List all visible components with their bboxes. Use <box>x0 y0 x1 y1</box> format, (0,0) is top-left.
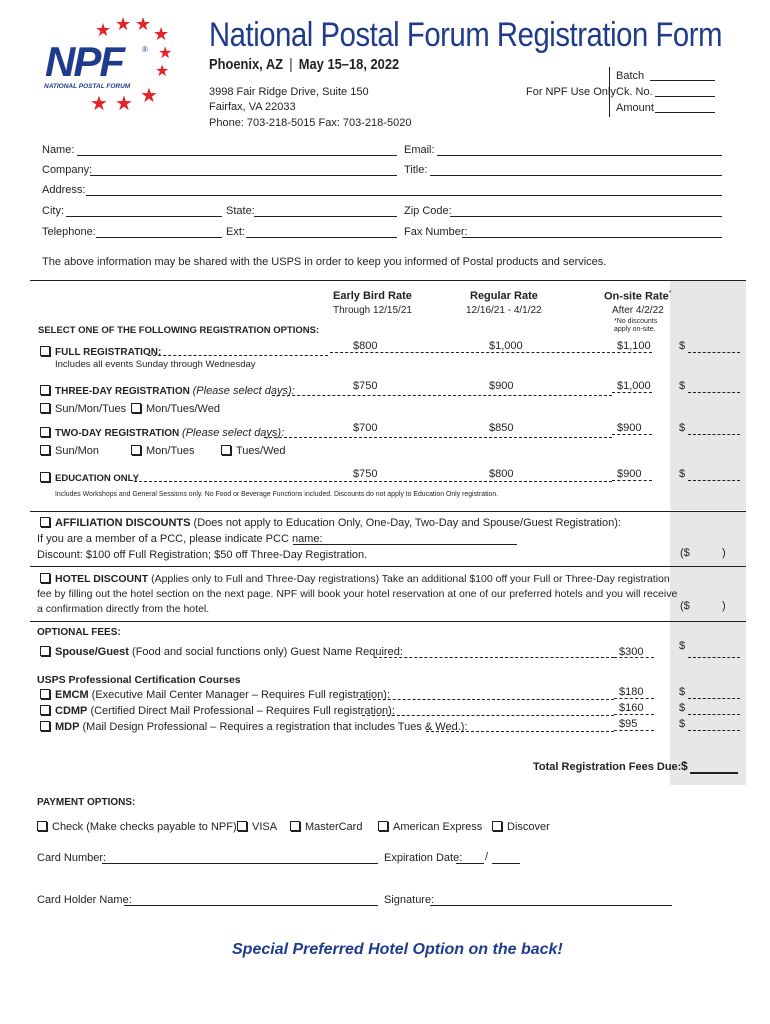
full-registration-label: FULL REGISTRATION: <box>55 347 162 358</box>
privacy-notice: The above information may be shared with the USPS in order to keep you informed of Postal products and services. <box>42 256 607 268</box>
office-use-box <box>609 67 723 117</box>
onsite-asterisk: * <box>668 290 672 297</box>
address-line2: Fairfax, VA 22033 <box>209 101 296 113</box>
leader-line <box>330 352 610 353</box>
zip-field[interactable] <box>450 216 722 217</box>
checkbox[interactable] <box>492 821 502 831</box>
spouse-guest-desc: (Food and social functions only) Guest Name Required: <box>132 646 403 658</box>
emcm-price: $180 <box>619 686 644 698</box>
mdp-desc: (Mail Design Professional – Requires a registration that includes Tues & Wed.): <box>82 721 468 733</box>
pcc-name-label: If you are a member of a PCC, please indicate PCC name: <box>37 533 323 545</box>
checkbox[interactable] <box>40 705 50 715</box>
office-use-label: For NPF Use Only <box>526 86 616 98</box>
leader-line <box>614 698 654 699</box>
event-location-date <box>209 56 399 73</box>
checkbox[interactable] <box>40 573 50 583</box>
mdp-option[interactable] <box>40 721 468 733</box>
leader-line <box>426 731 614 732</box>
expiration-slash: / <box>485 851 489 863</box>
leader-line <box>264 437 612 438</box>
affiliation-amount-open: ($ <box>680 547 690 559</box>
logo-registered: ® <box>142 45 148 54</box>
card-number-label: Card Number: <box>37 852 107 864</box>
total-fees-label: Total Registration Fees Due: <box>533 761 682 773</box>
star-icon: ★ <box>115 93 133 115</box>
emcm-amount-field[interactable] <box>688 698 740 699</box>
payment-visa-option[interactable] <box>237 821 277 833</box>
full-amount-dollar: $ <box>679 340 686 352</box>
hotel-line3: a confirmation directly from the hotel. <box>37 603 210 615</box>
address-line1: 3998 Fair Ridge Drive, Suite 150 <box>209 86 369 98</box>
day-option-label: Sun/Mon/Tues <box>55 403 127 415</box>
three-regular-price: $900 <box>489 380 514 392</box>
checkbox[interactable] <box>40 689 50 699</box>
affiliation-label: AFFILIATION DISCOUNTS <box>55 517 191 529</box>
edu-amount-field[interactable] <box>688 480 740 481</box>
three-day-mon-tues-wed[interactable] <box>131 403 220 415</box>
checkbox[interactable] <box>40 385 50 395</box>
cdmp-price: $160 <box>619 702 644 714</box>
checkbox[interactable] <box>221 445 231 455</box>
spouse-amount-dollar: $ <box>679 640 686 652</box>
email-label: Email: <box>404 144 435 156</box>
two-day-tues-wed[interactable] <box>221 445 286 457</box>
mdp-label: MDP <box>55 721 80 733</box>
fax-field[interactable] <box>462 237 722 238</box>
three-amount-dollar: $ <box>679 380 686 392</box>
address-label: Address: <box>42 184 86 196</box>
company-label: Company: <box>42 164 93 176</box>
pcc-name-field[interactable] <box>293 544 517 545</box>
signature-label: Signature: <box>384 894 435 906</box>
leader-line <box>612 352 652 353</box>
three-day-sun-mon-tues[interactable] <box>40 403 126 415</box>
check-no-field[interactable] <box>655 96 715 97</box>
star-icon: ★ <box>153 24 170 44</box>
leader-line <box>612 434 652 435</box>
edu-regular-price: $800 <box>489 468 514 480</box>
npf-logo <box>40 15 175 115</box>
hotel-amount-open: ($ <box>680 600 690 612</box>
education-only-option[interactable] <box>40 472 139 484</box>
early-bird-dates: Through 12/15/21 <box>333 305 412 316</box>
emcm-desc: (Executive Mail Center Manager – Requires Full registration): <box>91 689 391 701</box>
email-field[interactable] <box>437 155 722 156</box>
mdp-amount-dollar: $ <box>679 718 686 730</box>
three-early-price: $750 <box>353 380 378 392</box>
checkbox[interactable] <box>131 445 141 455</box>
fax-label: Fax Number: <box>404 226 468 238</box>
regular-dates: 12/16/21 - 4/1/22 <box>466 305 542 316</box>
star-icon: ★ <box>95 20 112 40</box>
day-option-label: Tues/Wed <box>236 445 286 457</box>
checkbox[interactable] <box>378 821 388 831</box>
page-title: National Postal Forum Registration Form <box>209 16 723 54</box>
payment-visa-label: VISA <box>252 821 278 833</box>
checkbox[interactable] <box>237 821 247 831</box>
three-day-label: THREE-DAY REGISTRATION <box>55 386 190 397</box>
star-icon: ★ <box>115 14 132 34</box>
card-holder-field[interactable] <box>124 905 378 906</box>
cdmp-amount-field[interactable] <box>688 714 740 715</box>
event-location: Phoenix, AZ <box>209 56 284 73</box>
full-amount-field[interactable] <box>688 352 740 353</box>
edu-early-price: $750 <box>353 468 378 480</box>
two-amount-dollar: $ <box>679 422 686 434</box>
emcm-label: EMCM <box>55 689 89 701</box>
three-day-hint: (Please select days): <box>192 385 295 397</box>
spouse-guest-label: Spouse/Guest <box>55 646 129 658</box>
two-day-sun-mon[interactable] <box>40 445 99 457</box>
logo-subtitle: NATIONAL POSTAL FORUM <box>44 83 131 90</box>
address-field[interactable] <box>86 195 722 196</box>
leader-line <box>614 730 654 731</box>
two-day-hint: (Please select days): <box>182 427 285 439</box>
education-only-label: EDUCATION ONLY <box>55 473 139 484</box>
hotel-line2: fee by filling out the hotel section on the next page. NPF will book your hotel reservation at one of our preferred hotels and you will receive <box>37 588 678 600</box>
payment-check-label: Check (Make checks payable to NPF) <box>52 821 237 833</box>
edu-onsite-price: $900 <box>617 468 642 480</box>
payment-mastercard-label: MasterCard <box>305 821 363 833</box>
total-fees-field[interactable] <box>690 772 738 774</box>
leader-line <box>272 395 612 396</box>
two-early-price: $700 <box>353 422 378 434</box>
signature-field[interactable] <box>430 905 672 906</box>
payment-discover-label: Discover <box>507 821 550 833</box>
event-dates: May 15–18, 2022 <box>298 56 400 73</box>
mdp-price: $95 <box>619 718 638 730</box>
guest-name-field[interactable] <box>374 657 614 658</box>
telephone-label: Telephone: <box>42 226 96 238</box>
expiration-year-field[interactable] <box>492 863 520 864</box>
amount-label: Amount <box>616 102 654 114</box>
payment-discover-option[interactable] <box>492 821 550 833</box>
leader-line <box>148 355 328 356</box>
checkbox[interactable] <box>40 403 50 413</box>
hotel-discount-option[interactable] <box>40 573 670 585</box>
check-no-label: Ck. No. <box>616 86 653 98</box>
checkbox[interactable] <box>40 445 50 455</box>
leader-line <box>358 699 614 700</box>
star-icon: ★ <box>135 14 152 34</box>
checkbox[interactable] <box>40 517 50 527</box>
card-holder-label: Card Holder Name: <box>37 894 132 906</box>
state-label: State: <box>226 205 255 217</box>
two-amount-field[interactable] <box>688 434 740 435</box>
cdmp-amount-dollar: $ <box>679 702 686 714</box>
two-day-option[interactable] <box>40 427 284 439</box>
cdmp-option[interactable] <box>40 705 395 717</box>
hotel-amount-close: ) <box>722 600 726 612</box>
two-day-label: TWO-DAY REGISTRATION <box>55 428 180 439</box>
options-heading: SELECT ONE OF THE FOLLOWING REGISTRATION OPTIONS: <box>38 325 320 336</box>
checkbox[interactable] <box>40 721 50 731</box>
cdmp-desc: (Certified Direct Mail Professional – Requires Full registration): <box>90 705 395 717</box>
affiliation-discount-desc: Discount: $100 off Full Registration; $50 off Three-Day Registration. <box>37 549 368 561</box>
payment-heading: PAYMENT OPTIONS: <box>37 797 136 808</box>
separator: | <box>289 56 293 73</box>
early-bird-header: Early Bird Rate <box>333 290 412 302</box>
expiration-month-field[interactable] <box>456 863 484 864</box>
phone-fax: Phone: 703-218-5015 Fax: 703-218-5020 <box>209 117 412 129</box>
star-icon: ★ <box>155 63 170 80</box>
checkbox[interactable] <box>40 346 50 356</box>
full-early-price: $800 <box>353 340 378 352</box>
checkbox[interactable] <box>37 821 47 831</box>
emcm-amount-dollar: $ <box>679 686 686 698</box>
checkbox[interactable] <box>290 821 300 831</box>
leader-line <box>612 392 652 393</box>
payment-amex-label: American Express <box>393 821 483 833</box>
cert-heading: USPS Professional Certification Courses <box>37 674 241 686</box>
onsite-note2: apply on-site. <box>614 326 656 333</box>
logo-text: NPF <box>45 38 123 85</box>
name-label: Name: <box>42 144 75 156</box>
regular-header: Regular Rate <box>470 290 538 302</box>
day-option-label: Sun/Mon <box>55 445 100 457</box>
state-field[interactable] <box>254 216 397 217</box>
checkbox[interactable] <box>131 403 141 413</box>
full-onsite-price: $1,100 <box>617 340 651 352</box>
education-only-desc: Includes Workshops and General Sessions only. No Food or Beverage Functions included. Discounts do not apply to Education Only registration. <box>55 489 499 498</box>
spouse-guest-option[interactable] <box>40 646 403 658</box>
leader-line <box>614 657 654 658</box>
batch-field[interactable] <box>650 80 715 81</box>
onsite-header <box>604 290 672 303</box>
amount-field[interactable] <box>655 112 715 113</box>
spouse-amount-field[interactable] <box>688 657 740 658</box>
leader-line <box>362 715 614 716</box>
mdp-amount-field[interactable] <box>688 730 740 731</box>
leader-line <box>614 714 654 715</box>
amount-column-shade <box>670 567 746 621</box>
three-day-option[interactable] <box>40 385 295 397</box>
spouse-price: $300 <box>619 646 644 658</box>
expiration-label: Expiration Date: <box>384 852 463 864</box>
cdmp-label: CDMP <box>55 705 88 717</box>
title-label: Title: <box>404 164 428 176</box>
star-icon: ★ <box>90 93 108 115</box>
two-regular-price: $850 <box>489 422 514 434</box>
three-onsite-price: $1,000 <box>617 380 651 392</box>
edu-amount-dollar: $ <box>679 468 686 480</box>
checkbox[interactable] <box>40 472 50 482</box>
full-registration-option[interactable] <box>40 346 161 358</box>
onsite-title: On-site Rate <box>604 290 669 303</box>
leader-line <box>612 480 652 481</box>
optional-fees-heading: OPTIONAL FEES: <box>37 627 121 638</box>
emcm-option[interactable] <box>40 689 390 701</box>
full-regular-price: $1,000 <box>489 340 523 352</box>
telephone-field[interactable] <box>96 237 222 238</box>
payment-check-option[interactable] <box>37 821 237 833</box>
batch-label: Batch <box>616 70 645 82</box>
title-field[interactable] <box>430 175 722 176</box>
full-registration-desc: Includes all events Sunday through Wednesday <box>55 359 256 370</box>
two-day-mon-tues[interactable] <box>131 445 195 457</box>
three-amount-field[interactable] <box>688 392 740 393</box>
checkbox[interactable] <box>40 427 50 437</box>
ext-label: Ext: <box>226 226 245 238</box>
star-icon: ★ <box>140 85 158 107</box>
onsite-note1: *No discounts <box>614 318 658 325</box>
checkbox[interactable] <box>40 646 50 656</box>
city-label: City: <box>42 205 64 217</box>
footer-hotel-note: Special Preferred Hotel Option on the back! <box>232 941 563 958</box>
affiliation-discount-option[interactable] <box>40 517 621 529</box>
affiliation-amount-close: ) <box>722 547 726 559</box>
day-option-label: Mon/Tues <box>146 445 195 457</box>
payment-amex-option[interactable] <box>378 821 482 833</box>
zip-label: Zip Code: <box>404 205 452 217</box>
city-field[interactable] <box>66 216 222 217</box>
company-field[interactable] <box>90 175 397 176</box>
day-option-label: Mon/Tues/Wed <box>146 403 220 415</box>
affiliation-note: (Does not apply to Education Only, One-Day, Two-Day and Spouse/Guest Registration): <box>193 517 621 529</box>
hotel-line1: (Applies only to Full and Three-Day registrations) Take an additional $100 off your Full or Three-Day registration <box>151 573 670 585</box>
hotel-discount-label: HOTEL DISCOUNT <box>55 573 149 585</box>
two-onsite-price: $900 <box>617 422 642 434</box>
name-field[interactable] <box>77 155 397 156</box>
payment-mastercard-option[interactable] <box>290 821 362 833</box>
ext-field[interactable] <box>246 237 397 238</box>
star-icon: ★ <box>158 45 173 62</box>
total-dollar: $ <box>681 759 688 773</box>
onsite-dates: After 4/2/22 <box>612 305 664 316</box>
leader-line <box>134 481 612 482</box>
card-number-field[interactable] <box>102 863 378 864</box>
